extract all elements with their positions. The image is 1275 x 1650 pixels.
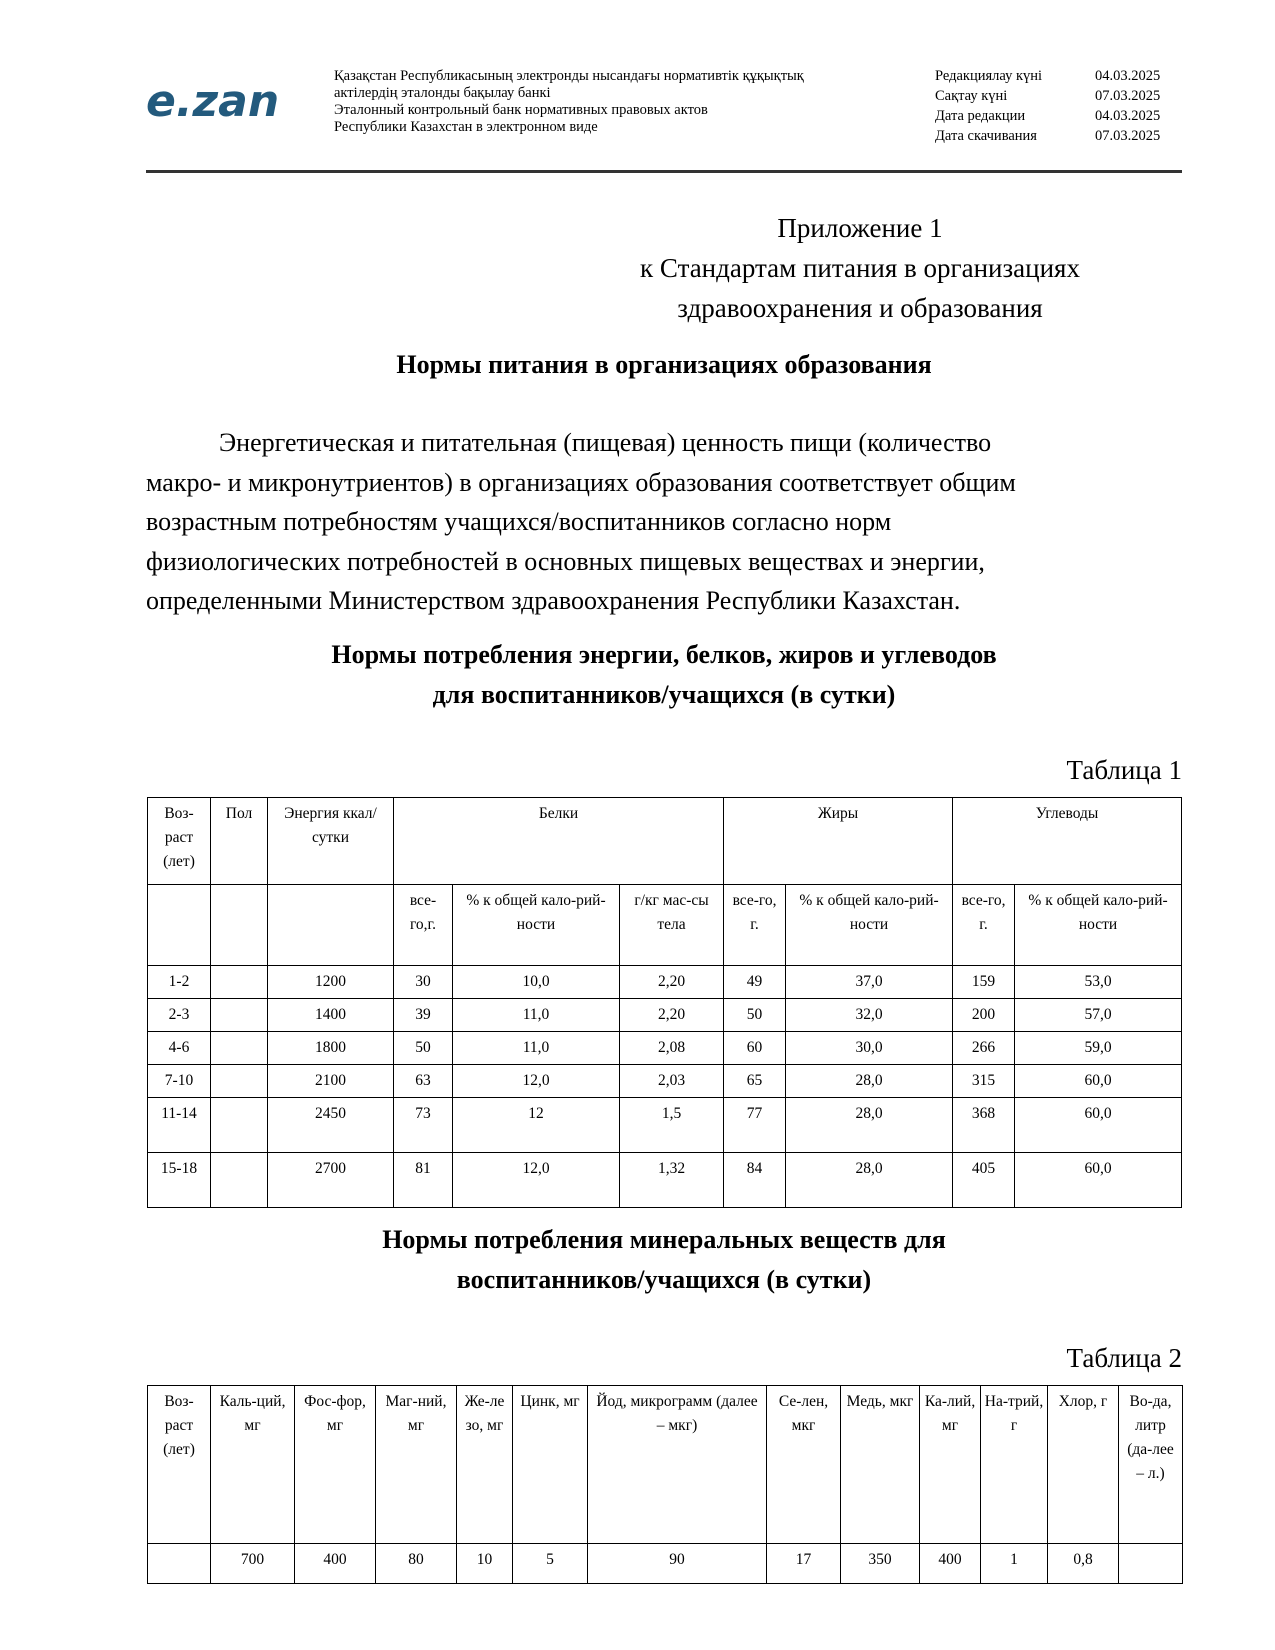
table-cell: 50 — [724, 999, 786, 1032]
header-cell: % к общей кало-рий-ности — [453, 885, 620, 966]
table-row — [148, 1153, 1182, 1208]
header-cell: все-го,г. — [394, 885, 453, 966]
annex-line: Приложение 1 — [777, 213, 943, 243]
paragraph-line: физиологических потребностей в основных пищевых веществах и энергии, — [146, 546, 985, 576]
table-cell — [211, 1065, 268, 1098]
header-cell: Во-да, литр (да-лее – л.) — [1119, 1386, 1183, 1544]
table-header-row — [148, 1386, 1183, 1544]
table-cell: 28,0 — [786, 1065, 953, 1098]
table-cell: 159 — [953, 966, 1015, 999]
annex-line: к Стандартам питания в организациях — [640, 253, 1080, 283]
table-cell: 405 — [953, 1153, 1015, 1208]
table-cell: 11,0 — [453, 999, 620, 1032]
header-cell — [148, 885, 211, 966]
table-cell: 368 — [953, 1098, 1015, 1153]
table-cell: 700 — [211, 1544, 295, 1584]
table-cell: 5 — [513, 1544, 588, 1584]
heading-line: Нормы потребления минеральных веществ для — [382, 1225, 946, 1254]
paragraph-line: определенными Министерством здравоохранения Республики Казахстан. — [146, 586, 961, 615]
date-label: Дата скачивания — [935, 128, 1037, 144]
header-cell: Углеводы — [953, 798, 1182, 885]
table-cell: 2,20 — [620, 966, 724, 999]
header-cell — [211, 885, 268, 966]
header-cell: Фос-фор, мг — [295, 1386, 376, 1544]
table-cell: 15-18 — [148, 1153, 211, 1208]
table-cell: 17 — [767, 1544, 841, 1584]
table-cell: 11,0 — [453, 1032, 620, 1065]
date-label: Сақтау күні — [935, 88, 1008, 104]
table-cell: 7-10 — [148, 1065, 211, 1098]
table-row — [148, 1032, 1182, 1065]
header-cell: Се-лен, мкг — [767, 1386, 841, 1544]
header-cell: Воз-раст (лет) — [148, 1386, 211, 1544]
source-line: Қазақстан Республикасының электронды нысандағы нормативтік құқықтық — [334, 68, 804, 84]
header-cell: Жиры — [724, 798, 953, 885]
date-label: Дата редакции — [935, 108, 1026, 124]
table-cell — [211, 966, 268, 999]
table-cell: 12,0 — [453, 1065, 620, 1098]
table-cell: 400 — [295, 1544, 376, 1584]
table-cell: 1200 — [268, 966, 394, 999]
header-cell: Ка-лий, мг — [920, 1386, 981, 1544]
heading-line: воспитанников/учащихся (в сутки) — [456, 1265, 872, 1294]
table-cell: 30,0 — [786, 1032, 953, 1065]
table-cell: 1800 — [268, 1032, 394, 1065]
header-cell: Цинк, мг — [513, 1386, 588, 1544]
table-cell: 65 — [724, 1065, 786, 1098]
heading-line: для воспитанников/учащихся (в сутки) — [432, 680, 896, 709]
paragraph-line: Энергетическая и питательная (пищевая) ценность пищи (количество — [219, 428, 992, 457]
header-cell: Маг-ний, мг — [376, 1386, 457, 1544]
table-cell: 49 — [724, 966, 786, 999]
table-cell — [1119, 1544, 1183, 1584]
table-cell: 28,0 — [786, 1153, 953, 1208]
table-cell: 50 — [394, 1032, 453, 1065]
table-cell: 1400 — [268, 999, 394, 1032]
header-cell — [268, 885, 394, 966]
table-cell: 4-6 — [148, 1032, 211, 1065]
section1-heading — [146, 635, 1182, 715]
date-row — [935, 126, 1175, 146]
header-cell: Хлор, г — [1048, 1386, 1119, 1544]
table-cell: 1-2 — [148, 966, 211, 999]
table-cell: 2,20 — [620, 999, 724, 1032]
table-cell: 63 — [394, 1065, 453, 1098]
table-cell: 2,08 — [620, 1032, 724, 1065]
ezan-logo — [146, 72, 296, 132]
table-cell: 0,8 — [1048, 1544, 1119, 1584]
table-cell: 28,0 — [786, 1098, 953, 1153]
table-cell: 37,0 — [786, 966, 953, 999]
table-cell: 57,0 — [1015, 999, 1182, 1032]
date-row — [935, 86, 1175, 106]
date-row — [935, 106, 1175, 126]
header-divider — [146, 170, 1182, 173]
header-cell: На-трий, г — [981, 1386, 1048, 1544]
annex-line: здравоохранения и образования — [677, 293, 1043, 323]
section2-heading — [146, 1220, 1182, 1300]
table-cell: 60,0 — [1015, 1153, 1182, 1208]
table-cell: 10 — [457, 1544, 513, 1584]
table-cell: 2450 — [268, 1098, 394, 1153]
intro-paragraph — [146, 423, 1182, 621]
header-cell: Пол — [211, 798, 268, 885]
table-cell — [211, 1098, 268, 1153]
table-cell: 11-14 — [148, 1098, 211, 1153]
table-cell: 2700 — [268, 1153, 394, 1208]
table-cell: 81 — [394, 1153, 453, 1208]
table-row — [148, 1544, 1183, 1584]
header-cell: Воз-раст (лет) — [148, 798, 211, 885]
table-cell: 1 — [981, 1544, 1048, 1584]
table-cell — [148, 1544, 211, 1584]
header-cell: Же-ле зо, мг — [457, 1386, 513, 1544]
source-line: актілердің эталонды бақылау банкі — [334, 85, 551, 101]
source-description — [334, 68, 894, 136]
table-subheader-row — [148, 885, 1182, 966]
table-cell: 1,32 — [620, 1153, 724, 1208]
table-cell: 60,0 — [1015, 1065, 1182, 1098]
date-value: 07.03.2025 — [1095, 128, 1161, 144]
table-cell: 77 — [724, 1098, 786, 1153]
table-row — [148, 966, 1182, 999]
minerals-table — [147, 1385, 1183, 1584]
date-label: Редакциялау күні — [935, 68, 1043, 84]
table-cell: 1,5 — [620, 1098, 724, 1153]
table-cell: 12 — [453, 1098, 620, 1153]
table-cell — [211, 999, 268, 1032]
header-cell: Медь, мкг — [841, 1386, 920, 1544]
table-cell: 39 — [394, 999, 453, 1032]
table-cell: 60 — [724, 1032, 786, 1065]
energy-nutrients-table — [147, 797, 1182, 1208]
header-cell: все-го, г. — [953, 885, 1015, 966]
document-title: Нормы питания в организациях образования — [396, 350, 932, 379]
table-cell: 10,0 — [453, 966, 620, 999]
paragraph-line: макро- и микронутриентов) в организациях образования соответствует общим — [146, 467, 1016, 497]
table1-label: Таблица 1 — [1066, 755, 1182, 785]
table-cell: 266 — [953, 1032, 1015, 1065]
source-line: Республики Казахстан в электронном виде — [334, 119, 598, 135]
table-header-row — [148, 798, 1182, 885]
table-row — [148, 1098, 1182, 1153]
header-cell: все-го, г. — [724, 885, 786, 966]
date-value: 04.03.2025 — [1095, 68, 1161, 84]
date-row — [935, 66, 1175, 86]
table-cell: 200 — [953, 999, 1015, 1032]
table-cell: 90 — [588, 1544, 767, 1584]
table-cell: 60,0 — [1015, 1098, 1182, 1153]
header-cell: Белки — [394, 798, 724, 885]
source-line: Эталонный контрольный банк нормативных правовых актов — [334, 102, 708, 118]
date-value: 04.03.2025 — [1095, 108, 1161, 124]
table-cell: 2,03 — [620, 1065, 724, 1098]
table-cell: 84 — [724, 1153, 786, 1208]
heading-line: Нормы потребления энергии, белков, жиров и углеводов — [331, 640, 997, 669]
table-cell: 73 — [394, 1098, 453, 1153]
table-cell: 12,0 — [453, 1153, 620, 1208]
header-cell: Йод, микрограмм (далее – мкг) — [588, 1386, 767, 1544]
document-dates — [935, 66, 1175, 146]
table-cell: 32,0 — [786, 999, 953, 1032]
header-cell: г/кг мас-сы тела — [620, 885, 724, 966]
table-cell: 30 — [394, 966, 453, 999]
table-row — [148, 999, 1182, 1032]
table-cell: 53,0 — [1015, 966, 1182, 999]
table-row — [148, 1065, 1182, 1098]
table-cell: 315 — [953, 1065, 1015, 1098]
table-cell: 400 — [920, 1544, 981, 1584]
table2-label: Таблица 2 — [1066, 1343, 1182, 1373]
logo-text: e.zan — [146, 76, 280, 127]
header-cell: % к общей кало-рий-ности — [786, 885, 953, 966]
table-cell: 80 — [376, 1544, 457, 1584]
annex-reference — [590, 208, 1130, 328]
paragraph-line: возрастным потребностям учащихся/воспитанников согласно норм — [146, 507, 892, 536]
table-cell: 2100 — [268, 1065, 394, 1098]
header-cell: Энергия ккал/сутки — [268, 798, 394, 885]
header-cell: Каль-ций, мг — [211, 1386, 295, 1544]
table-cell — [211, 1153, 268, 1208]
table-cell: 2-3 — [148, 999, 211, 1032]
table-cell: 350 — [841, 1544, 920, 1584]
table-cell: 59,0 — [1015, 1032, 1182, 1065]
table-cell — [211, 1032, 268, 1065]
date-value: 07.03.2025 — [1095, 88, 1161, 104]
header-cell: % к общей кало-рий-ности — [1015, 885, 1182, 966]
